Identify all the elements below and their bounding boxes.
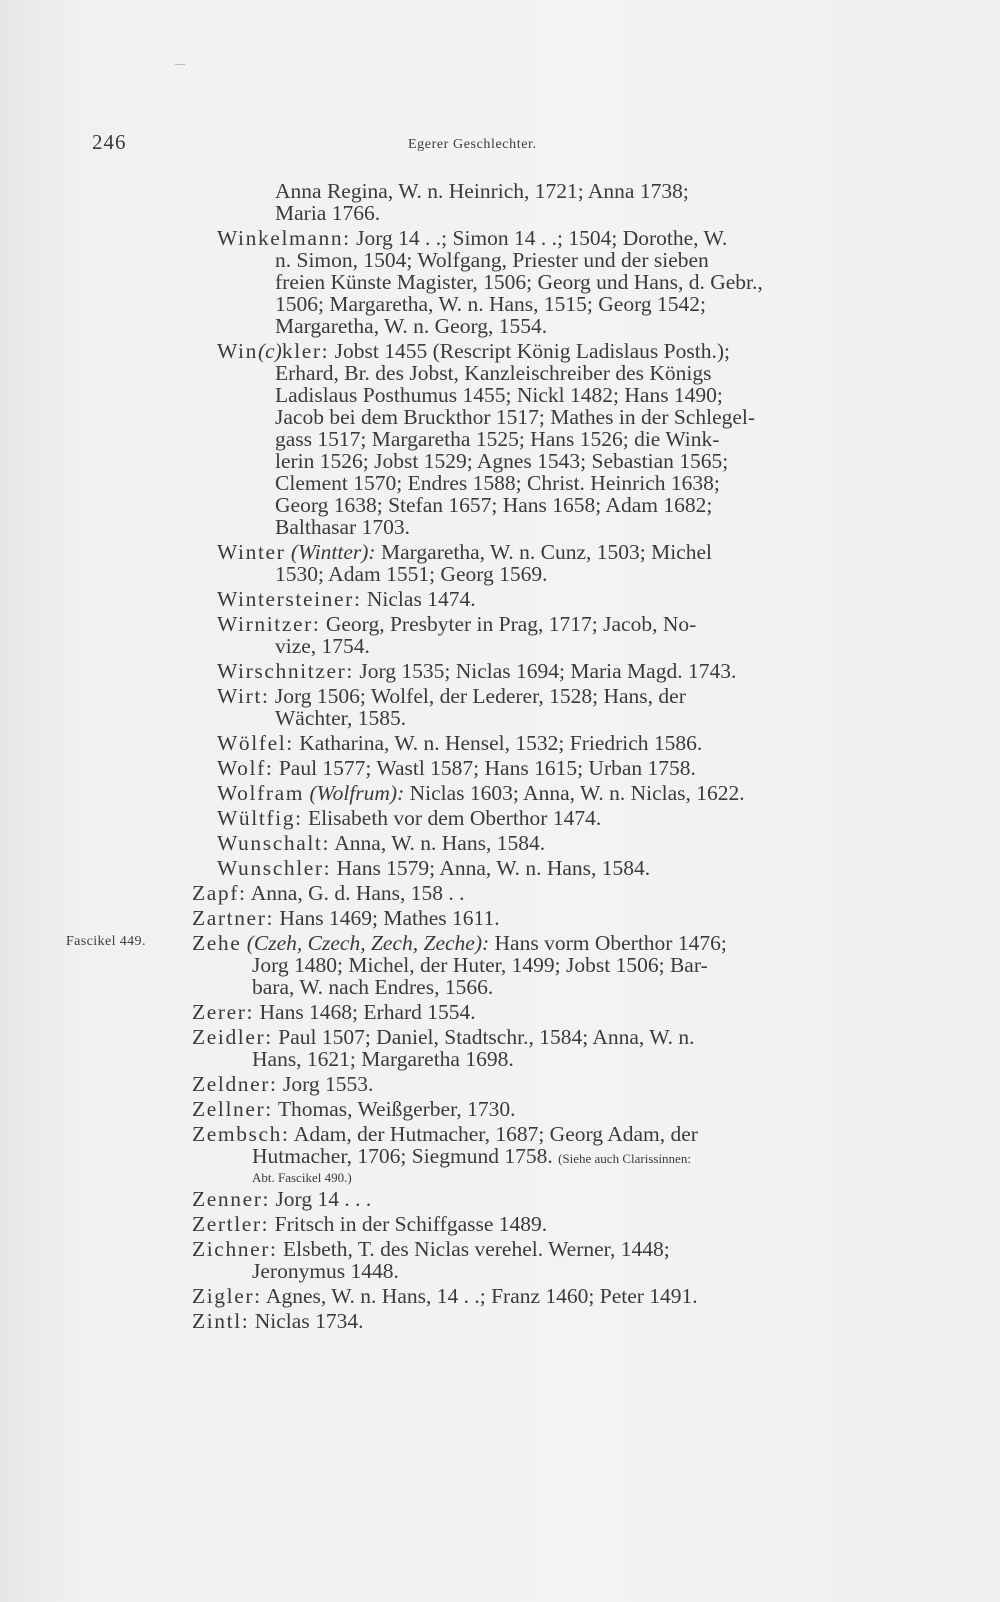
entry-headword: Zellner:	[192, 1097, 273, 1121]
entry-text: 1506; Margaretha, W. n. Hans, 1515; Georg 1542;	[275, 292, 706, 316]
register-entry	[0, 932, 1000, 998]
entry-line	[0, 907, 1000, 929]
entry-line	[0, 782, 1000, 804]
entry-headword: Zapf:	[192, 881, 247, 905]
entry-headword: Zartner:	[192, 906, 275, 930]
entry-headword: Zenner:	[192, 1187, 271, 1211]
entry-text: Adam, der Hutmacher, 1687; Georg Adam, der	[293, 1122, 698, 1146]
entry-note: (Siehe auch Clarissinnen:	[558, 1151, 691, 1166]
register-entry	[0, 757, 1000, 779]
entry-headword: Zehe	[192, 931, 242, 955]
register-entry	[0, 227, 1000, 337]
entry-headword: Zertler:	[192, 1212, 270, 1236]
entry-text: Anna Regina, W. n. Heinrich, 1721; Anna 1738;	[275, 179, 689, 203]
entry-line	[0, 293, 1000, 315]
register-entry	[0, 1310, 1000, 1332]
register-entry	[0, 1285, 1000, 1307]
entry-text: Hans 1579; Anna, W. n. Hans, 1584.	[336, 856, 651, 880]
register-entry	[0, 832, 1000, 854]
register-entry	[0, 857, 1000, 879]
entry-headword: Zigler:	[192, 1284, 262, 1308]
entry-text: n. Simon, 1504; Wolfgang, Priester und der sieben	[275, 248, 709, 272]
entry-text: vize, 1754.	[275, 634, 370, 658]
entry-line	[0, 1238, 1000, 1260]
register-entry	[0, 541, 1000, 585]
entry-line	[0, 707, 1000, 729]
entry-text: Jacob bei dem Bruckthor 1517; Mathes in der Schlegel-	[275, 405, 756, 429]
entry-text: freien Künste Magister, 1506; Georg und Hans, d. Gebr.,	[275, 270, 763, 294]
register-entry	[0, 732, 1000, 754]
entry-text: Fritsch in der Schiffgasse 1489.	[274, 1212, 548, 1236]
entry-line	[0, 1001, 1000, 1023]
entry-text: Paul 1577; Wastl 1587; Hans 1615; Urban 1758.	[278, 756, 696, 780]
entry-line	[0, 249, 1000, 271]
entry-headword: Win	[217, 339, 258, 363]
entry-line	[0, 1213, 1000, 1235]
entry-text: Ladislaus Posthumus 1455; Nickl 1482; Hans 1490;	[275, 383, 723, 407]
register-entry	[0, 180, 1000, 224]
register-entry	[0, 685, 1000, 729]
entry-line	[0, 1123, 1000, 1145]
register-entry	[0, 588, 1000, 610]
register-entry	[0, 1026, 1000, 1070]
entry-text: Jorg 1553.	[283, 1072, 374, 1096]
register-entry	[0, 1098, 1000, 1120]
entry-text: 1530; Adam 1551; Georg 1569.	[275, 562, 548, 586]
entry-text: Georg 1638; Stefan 1657; Hans 1658; Adam 1682;	[275, 493, 713, 517]
entry-headword-suffix: kler:	[281, 339, 330, 363]
entry-text: Clement 1570; Endres 1588; Christ. Heinrich 1638;	[275, 471, 720, 495]
entry-text: Anna, W. n. Hans, 1584.	[334, 831, 546, 855]
register-entry	[0, 613, 1000, 657]
register-entry	[0, 882, 1000, 904]
entry-text: Jorg 1480; Michel, der Huter, 1499; Jobst 1506; Bar-	[252, 953, 708, 977]
entry-line	[0, 807, 1000, 829]
entry-line	[0, 660, 1000, 682]
entry-headword: Wölfel:	[217, 731, 294, 755]
entry-text: Balthasar 1703.	[275, 515, 410, 539]
entry-headword: Wolf:	[217, 756, 274, 780]
entry-line	[0, 588, 1000, 610]
entry-headword: Wirt:	[217, 684, 270, 708]
entry-line	[0, 1098, 1000, 1120]
entry-headword: Wunschler:	[217, 856, 332, 880]
entry-text: Erhard, Br. des Jobst, Kanzleischreiber des Königs	[275, 361, 712, 385]
register-entry	[0, 782, 1000, 804]
register-entry	[0, 340, 1000, 538]
entry-headword: Wirnitzer:	[217, 612, 321, 636]
entry-line	[0, 1260, 1000, 1282]
entry-line	[0, 832, 1000, 854]
entry-variant: (Czeh, Czech, Zech, Zeche):	[246, 931, 490, 955]
entry-line	[0, 472, 1000, 494]
entry-line	[0, 516, 1000, 538]
entry-line	[0, 227, 1000, 249]
entry-text: lerin 1526; Jobst 1529; Agnes 1543; Sebastian 1565;	[275, 449, 729, 473]
page-number: 246	[92, 130, 127, 154]
entry-text: Margaretha, W. n. Georg, 1554.	[275, 314, 548, 338]
entry-text: bara, W. nach Endres, 1566.	[252, 975, 494, 999]
entry-line	[0, 757, 1000, 779]
entry-text: Margaretha, W. n. Cunz, 1503; Michel	[380, 540, 712, 564]
entry-line	[0, 635, 1000, 657]
entry-headword: Wolfram	[217, 781, 305, 805]
entry-text: Paul 1507; Daniel, Stadtschr., 1584; Anna, W. n.	[278, 1025, 695, 1049]
entry-headword: Winter	[217, 540, 286, 564]
entry-text: Jorg 14 . . .	[275, 1187, 372, 1211]
entry-line	[0, 1073, 1000, 1095]
entry-line	[0, 882, 1000, 904]
entry-line	[0, 340, 1000, 362]
entry-line	[0, 1048, 1000, 1070]
entry-headword: Zeidler:	[192, 1025, 273, 1049]
entry-headword: Zintl:	[192, 1309, 250, 1333]
entry-text: Elsbeth, T. des Niclas verehel. Werner, 1448;	[283, 1237, 670, 1261]
entry-text: Jorg 1535; Niclas 1694; Maria Magd. 1743.	[359, 659, 737, 683]
register-entry	[0, 1188, 1000, 1210]
entry-line	[0, 932, 1000, 954]
entry-text: Agnes, W. n. Hans, 14 . .; Franz 1460; Peter 1491.	[265, 1284, 698, 1308]
register-entry	[0, 1073, 1000, 1095]
entry-line	[0, 1026, 1000, 1048]
register-entry	[0, 1238, 1000, 1282]
entry-headword: Zichner:	[192, 1237, 278, 1261]
entry-line	[0, 563, 1000, 585]
entry-headword: Zerer:	[192, 1000, 255, 1024]
entry-line	[0, 1285, 1000, 1307]
entry-line	[0, 315, 1000, 337]
entry-line	[0, 685, 1000, 707]
entry-text: Wächter, 1585.	[275, 706, 407, 730]
entry-line	[0, 732, 1000, 754]
entry-headword: Zeldner:	[192, 1072, 278, 1096]
entry-text: Niclas 1474.	[366, 587, 476, 611]
entry-line	[0, 428, 1000, 450]
margin-note: Fascikel 449.	[66, 934, 146, 949]
running-title: Egerer Geschlechter.	[408, 137, 537, 152]
entry-line	[0, 613, 1000, 635]
entry-text: Hans 1468; Erhard 1554.	[259, 1000, 476, 1024]
entry-line	[0, 494, 1000, 516]
entry-text: Jorg 1506; Wolfel, der Lederer, 1528; Hans, der	[274, 684, 686, 708]
entry-note-line: Abt. Fascikel 490.)	[252, 1170, 352, 1185]
register-entry	[0, 660, 1000, 682]
entry-variant: (Wintter):	[290, 540, 376, 564]
entry-text: Thomas, Weißgerber, 1730.	[277, 1097, 516, 1121]
register-entry	[0, 1001, 1000, 1023]
entry-text: Hans, 1621; Margaretha 1698.	[252, 1047, 514, 1071]
entry-text: Jorg 14 . .; Simon 14 . .; 1504; Dorothe, W.	[356, 226, 728, 250]
entry-line	[0, 384, 1000, 406]
entry-text: Niclas 1603; Anna, W. n. Niclas, 1622.	[409, 781, 745, 805]
scan-mark	[175, 64, 185, 65]
entry-text: Georg, Presbyter in Prag, 1717; Jacob, No-	[325, 612, 697, 636]
entry-line	[0, 450, 1000, 472]
entry-text: Jobst 1455 (Rescript König Ladislaus Posth.);	[334, 339, 730, 363]
entry-list	[0, 180, 1000, 1335]
entry-text: Anna, G. d. Hans, 158 . .	[250, 881, 465, 905]
entry-line	[0, 954, 1000, 976]
entry-line	[0, 857, 1000, 879]
entry-text: Elisabeth vor dem Oberthor 1474.	[308, 806, 602, 830]
entry-text: Maria 1766.	[275, 201, 381, 225]
entry-variant: (c)	[257, 339, 282, 363]
entry-line	[0, 1310, 1000, 1332]
entry-line	[0, 1188, 1000, 1210]
entry-headword: Winkelmann:	[217, 226, 351, 250]
entry-headword: Zembsch:	[192, 1122, 290, 1146]
entry-headword: Wirschnitzer:	[217, 659, 354, 683]
entry-line	[0, 202, 1000, 224]
entry-text: gass 1517; Margaretha 1525; Hans 1526; die Wink-	[275, 427, 720, 451]
entry-variant: (Wolfrum):	[309, 781, 405, 805]
entry-line	[0, 1145, 1000, 1170]
entry-text: Katharina, W. n. Hensel, 1532; Friedrich 1586.	[299, 731, 703, 755]
entry-text: Niclas 1734.	[254, 1309, 364, 1333]
entry-text: Hutmacher, 1706; Siegmund 1758.	[252, 1144, 553, 1168]
entry-headword: Wültfig:	[217, 806, 303, 830]
entry-text: Jeronymus 1448.	[252, 1259, 399, 1283]
register-entry	[0, 907, 1000, 929]
register-entry	[0, 1123, 1000, 1185]
entry-headword: Wintersteiner:	[217, 587, 362, 611]
entry-line	[0, 541, 1000, 563]
register-entry	[0, 807, 1000, 829]
entry-line	[0, 406, 1000, 428]
entry-headword: Wunschalt:	[217, 831, 331, 855]
entry-line	[0, 362, 1000, 384]
entry-line	[0, 180, 1000, 202]
entry-text: Hans vorm Oberthor 1476;	[494, 931, 727, 955]
entry-text: Hans 1469; Mathes 1611.	[279, 906, 500, 930]
entry-line	[0, 976, 1000, 998]
entry-line	[0, 271, 1000, 293]
register-entry	[0, 1213, 1000, 1235]
